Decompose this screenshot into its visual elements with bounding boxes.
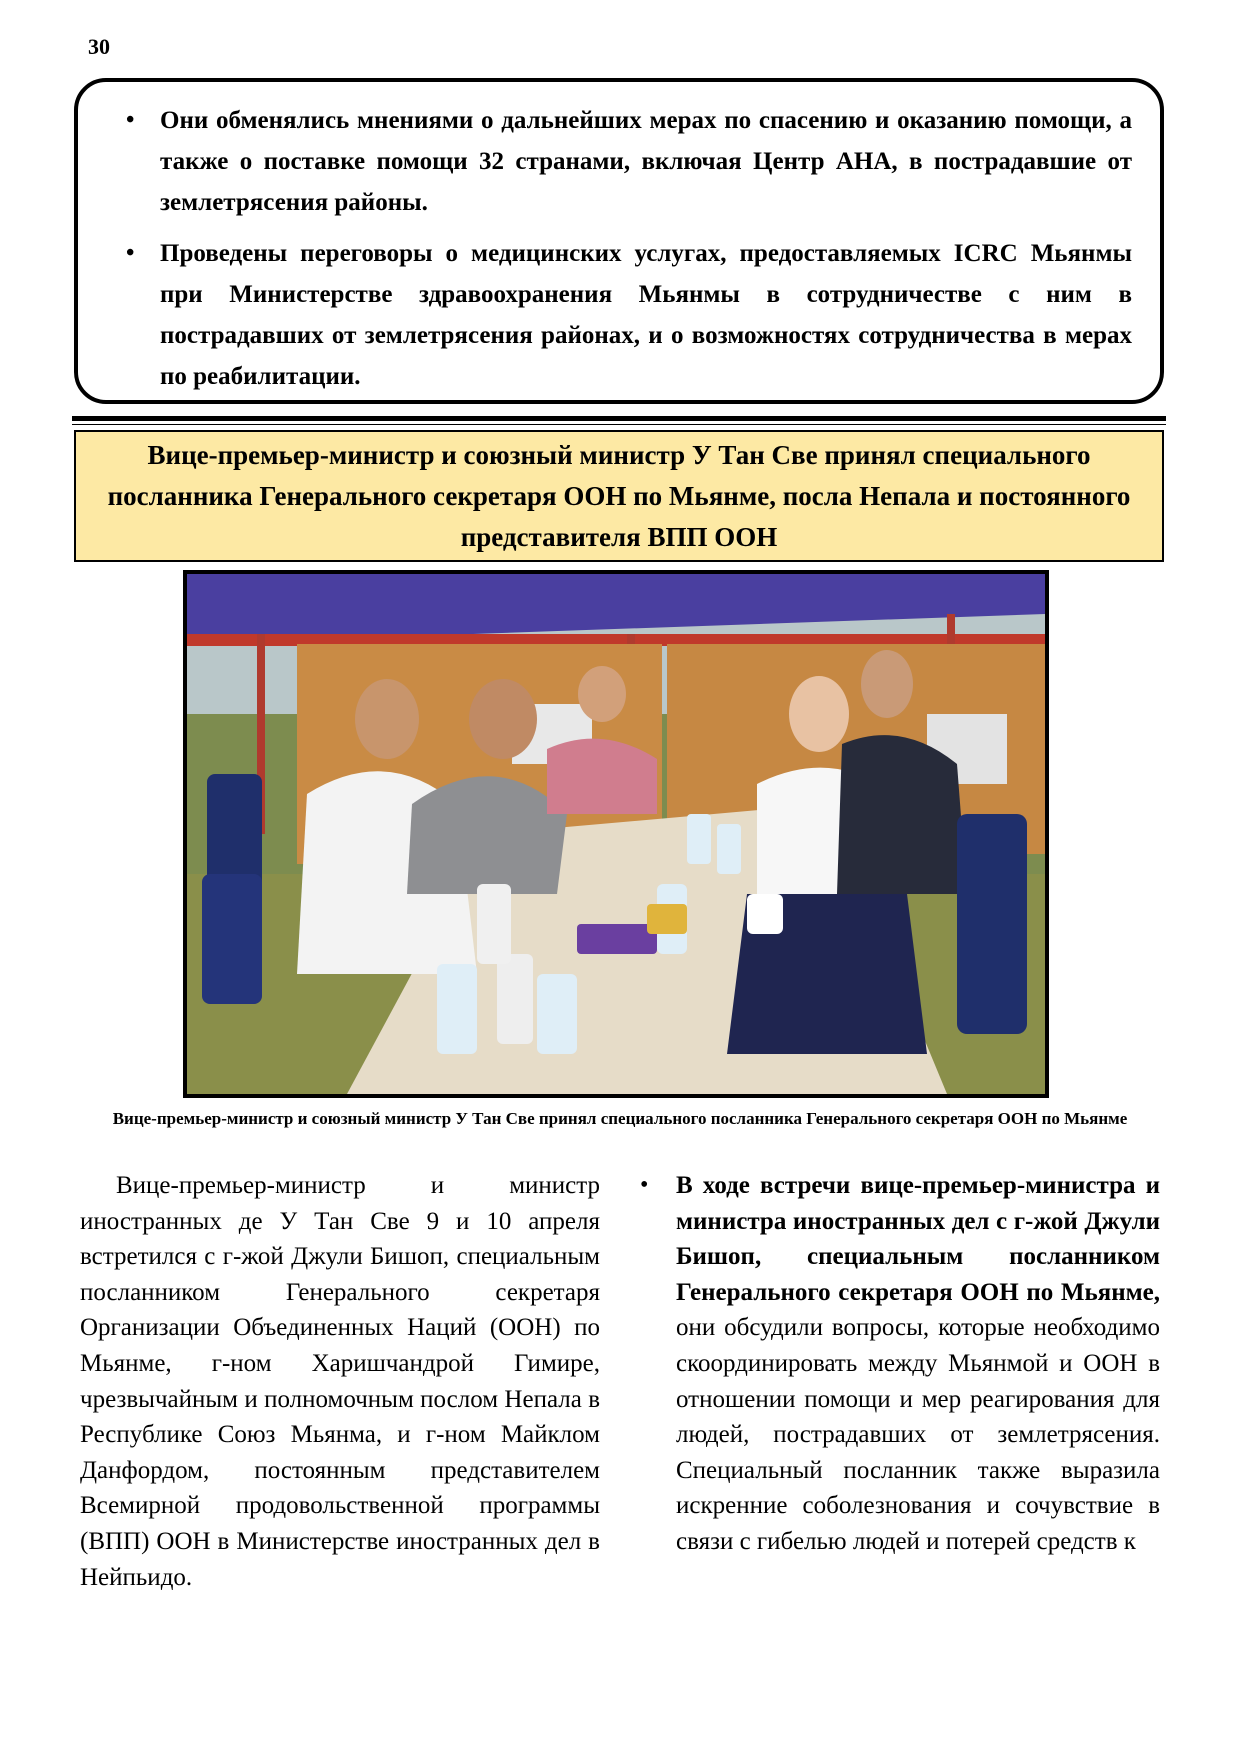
photo-caption: Вице-премьер-министр и союзный министр У Тан Све принял специального посланника Генерального секретаря ООН по Мьянме (112, 1109, 1128, 1128)
summary-bullet-list (126, 100, 1132, 397)
section-divider-thick (72, 416, 1166, 421)
meeting-photo-illustration (187, 574, 1045, 1094)
summary-bullet-box (74, 78, 1164, 404)
article-paragraph: Вице-премьер-министр и министр иностранных де У Тан Све 9 и 10 апреля встретился с г-жой Джули Бишоп, специальным посланником Генерального секретаря Организации Объединенных Наций (ООН) по Мьянме, г-ном Харишчандрой Гимире, чрезвычайным и полномочным послом Непала в Республике Союз Мьянма, и г-ном Майклом Данфордом, постоянным представителем Всемирной продовольственной программы (ВПП) ООН в Министерстве иностранных дел в Нейпьидо. (80, 1172, 600, 1591)
section-divider-thin (72, 424, 1166, 425)
article-bullet-lead: В ходе встречи вице-премьер-министра и министра иностранных дел с г-жой Джули Бишоп, специальным посланником Генерального секретаря ООН по Мьянме, (676, 1172, 1160, 1306)
page-number: 30 (88, 34, 110, 59)
article-left-column (80, 1168, 600, 1595)
summary-bullet-item: • Они обменялись мнениями о дальнейших мерах по спасению и оказанию помощи, а также о поставке помощи 32 странами, включая Центр АНА, в пострадавшие от землетрясения районы. (126, 100, 1132, 223)
article-bullet-body: они обсудили вопросы, которые необходимо скоординировать между Мьянмой и ООН в отношении помощи и мер реагирования для людей, пострадавших от землетрясения. Специальный посланник также выразила искренние соболезнования и сочувствие в связи с гибелью людей и потерей средств к (676, 1314, 1160, 1555)
article-right-column (640, 1168, 1160, 1666)
summary-bullet-item: • Проведены переговоры о медицинских услугах, предоставляемых ICRC Мьянмы при Министерстве здравоохранения Мьянмы в сотрудничестве с ним в пострадавших от землетрясения районах, и о возможностях сотрудничества в мерах по реабилитации. (126, 233, 1132, 397)
article-bullet-paragraph (676, 1168, 1160, 1560)
bullet-marker: • (640, 1172, 649, 1198)
article-headline: Вице-премьер-министр и союзный министр У Тан Све принял специального посланника Генерального секретаря ООН по Мьянме, посла Непала и постоянного представителя ВПП ООН (74, 430, 1164, 562)
meeting-photo (183, 570, 1049, 1098)
